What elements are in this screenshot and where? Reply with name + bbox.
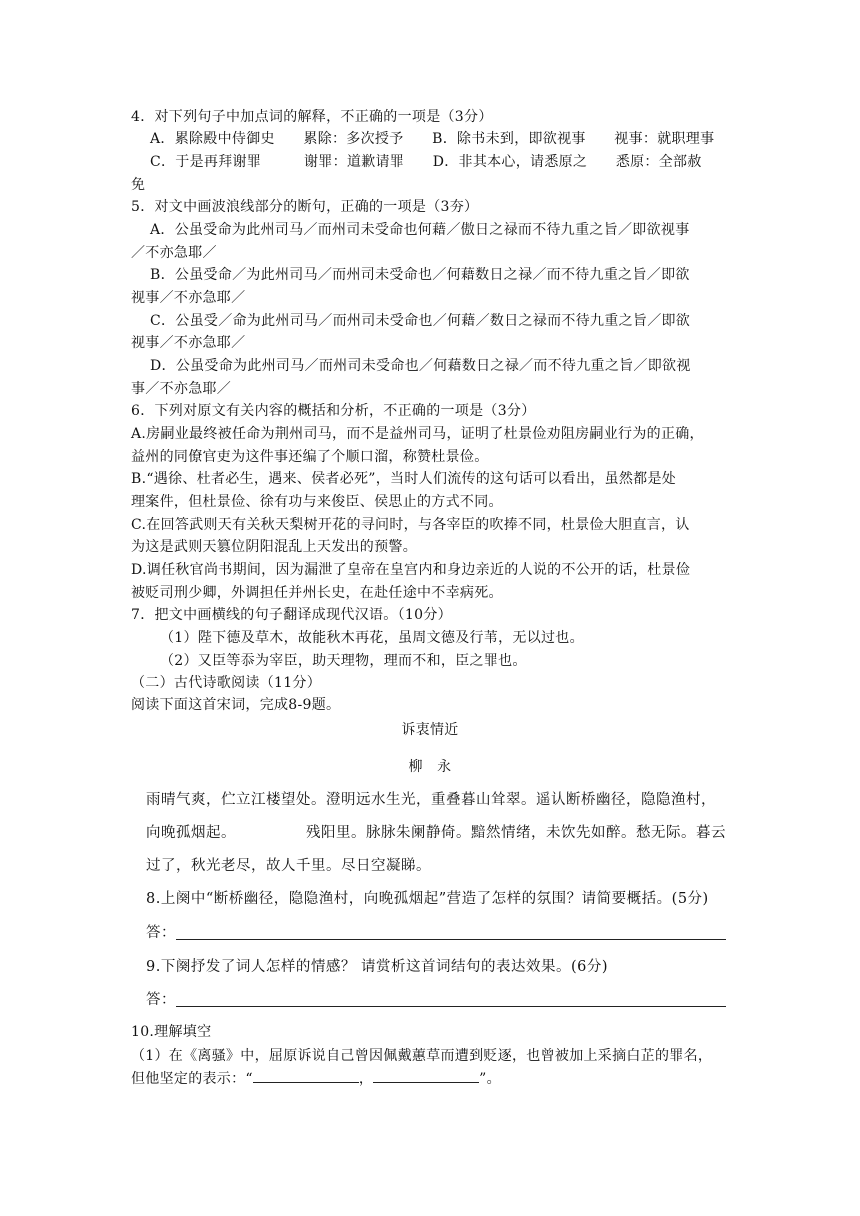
q4-stem: 4．对下列句子中加点词的解释，不正确的一项是（3分）	[131, 109, 493, 125]
poem-line-2	[146, 822, 746, 844]
q4-options-ab: A．累除殿中侍御史 累除：多次授予 B．除书未到，即欲视事 视事：就职理事	[150, 131, 715, 147]
poem-line-2-part-2: 残阳里。脉脉朱阑静倚。黯然情绪，未饮先如醉。愁无际。暮云	[306, 825, 726, 841]
q10-line-2-suffix: ”。	[479, 1071, 501, 1087]
q5-option-c-cont: 视事／不亦急耶／	[131, 335, 246, 351]
poem-line-3: 过了，秋光老尽，故人千里。尽日空凝睇。	[146, 858, 431, 874]
section-intro: 阅读下面这首宋词，完成8-9题。	[131, 697, 341, 713]
q10-line-2-prefix: 但他坚定的表示：“	[131, 1071, 253, 1087]
q5-option-b-cont: 视事／不亦急耶／	[131, 290, 246, 306]
q6-option-b-cont: 理案件，但杜景俭、徐有功与来俊臣、侯思止的方式不同。	[131, 494, 503, 510]
q7-stem: 7．把文中画横线的句子翻译成现代汉语。（10分）	[131, 607, 452, 623]
q5-option-d-cont: 事／不亦急耶／	[131, 381, 232, 397]
q7-sentence-2: （2）又臣等忝为宰臣，助天理物，理而不和，臣之罪也。	[160, 653, 527, 669]
q6-option-c: C.在回答武则天有关秋天梨树开花的寻问时，与各宰臣的吹捧不同，杜景俭大胆直言，认	[131, 517, 690, 533]
q7-sentence-1: （1）陛下德及草木，故能秋木再花，虽周文德及行苇，无以过也。	[160, 630, 584, 646]
q5-option-c: C．公虽受／命为此州司马／而州司未受命也／何藉／数日之禄而不待九重之旨／即欲	[150, 313, 691, 329]
poem-author: 柳 永	[408, 759, 452, 775]
q5-option-a: A．公虽受命为此州司马／而州司未受命也何藉／傲日之禄而不待九重之旨／即欲视事	[150, 222, 690, 238]
q4-options-cd: C．于是再拜谢罪 谢罪：道歉请罪 D．非其本心，请悉原之 悉原：全部赦	[150, 154, 702, 170]
q6-option-d: D.调任秋官尚书期间，因为漏泄了皇帝在皇宫内和身边亲近的人说的不公开的话，杜景俭	[131, 562, 691, 578]
q6-option-c-cont: 为这是武则天篡位阴阳混乱上天发出的预警。	[131, 539, 417, 555]
q6-stem: 6．下列对原文有关内容的概括和分析，不正确的一项是（3分）	[131, 403, 536, 419]
q10-blank-2[interactable]	[373, 1070, 479, 1083]
poem-title: 诉衷情近	[401, 722, 459, 738]
section-title-poetry: （二）古代诗歌阅读（11分）	[131, 675, 322, 691]
q5-option-b: B．公虽受命／为此州司马／而州司未受命也／何藉数日之禄／而不待九重之旨／即欲	[150, 267, 690, 283]
q10-line-2	[131, 1068, 731, 1090]
poem-line-2-part-1: 向晚孤烟起。	[146, 825, 236, 841]
q9-answer-label: 答：	[146, 992, 176, 1008]
q10-line-1: （1）在《离骚》中，屈原诉说自己曾因佩戴蕙草而遭到贬逐，也曾被加上采摘白芷的罪名，	[131, 1048, 713, 1064]
q9-answer-line[interactable]	[176, 1006, 726, 1007]
q10-title: 10.理解填空	[131, 1024, 212, 1040]
q5-stem: 5．对文中画波浪线部分的断句，正确的一项是（3夯）	[131, 199, 479, 215]
q9-stem: 9.下阕抒发了词人怎样的情感？ 请赏析这首词结句的表达效果。(6分)	[146, 959, 608, 975]
poem-line-1: 雨晴气爽，伫立江楼望处。澄明远水生光，重叠暮山耸翠。遥认断桥幽径，隐隐渔村，	[146, 792, 716, 808]
q10-comma: ，	[358, 1071, 374, 1087]
q6-option-a: A.房嗣业最终被任命为荆州司马，而不是益州司马，证明了杜景俭劝阻房嗣业行为的正确，	[131, 426, 704, 442]
q10-blank-1[interactable]	[253, 1070, 359, 1083]
q5-option-d: D．公虽受命为此州司马／而州司未受命也／何藉数日之禄／而不待九重之旨／即欲视	[150, 358, 691, 374]
q5-option-a-cont: ／不亦急耶／	[131, 245, 217, 261]
q6-option-d-cont: 被贬司刑少卿，外调担任并州长史，在赴任途中不幸病死。	[131, 585, 503, 601]
q8-stem: 8.上阕中“断桥幽径，隐隐渔村，向晚孤烟起”营造了怎样的氛围？请简要概括。(5分)	[146, 891, 709, 907]
q6-option-a-cont: 益州的同僚官吏为这件事还编了个顺口溜，称赞杜景俭。	[131, 449, 489, 465]
q6-option-b: B.“遇徐、杜者必生，遇来、侯者必死”，当时人们流传的这句话可以看出，虽然都是处	[131, 471, 677, 487]
q8-answer-label: 答：	[146, 925, 176, 941]
q8-answer-line[interactable]	[176, 939, 726, 940]
q4-options-cd-cont: 免	[131, 177, 146, 193]
